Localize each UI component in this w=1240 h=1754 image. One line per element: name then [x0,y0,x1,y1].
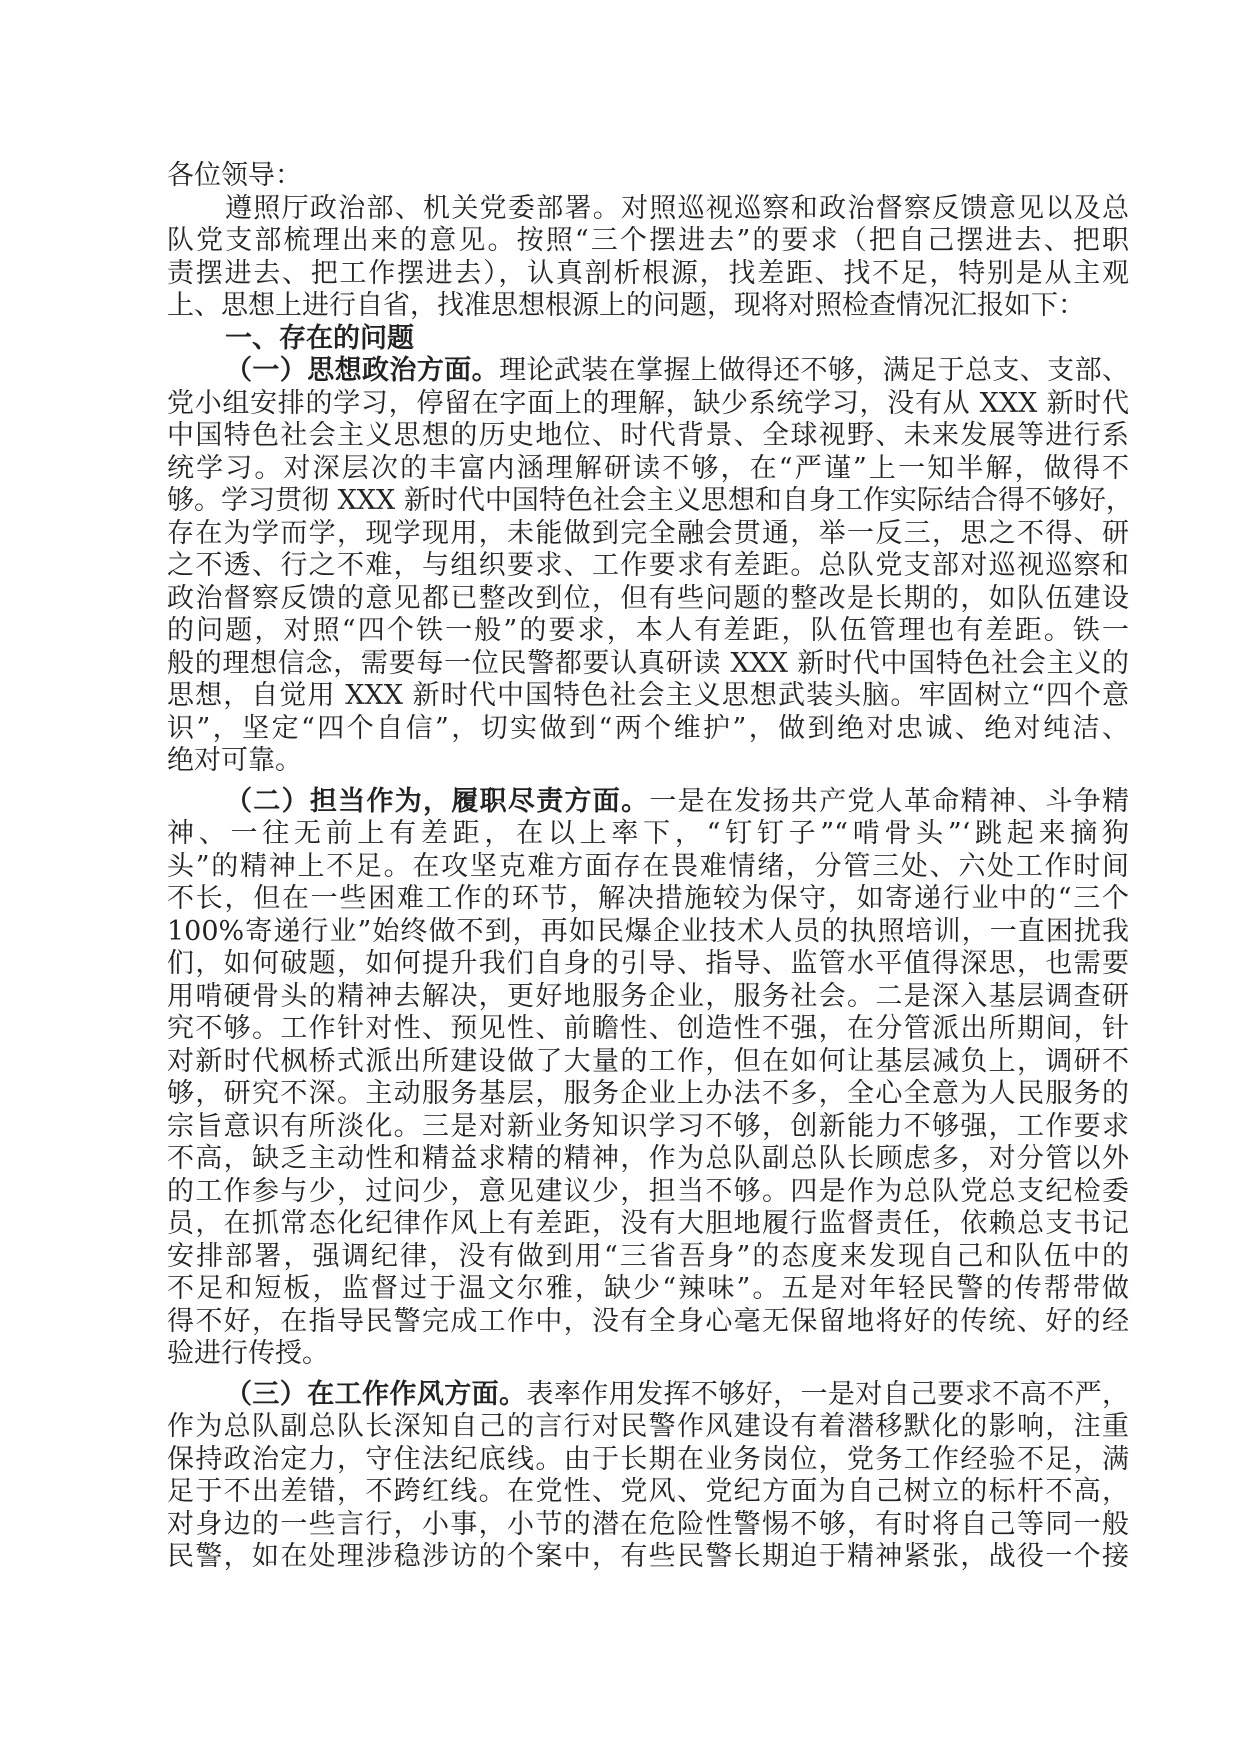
line-text: 民警，如在处理涉稳涉访的个案中，有些民警长期迫于精神紧张，战役一个接 [167,1541,1129,1572]
paragraph-lead: （二）担当作为，履职尽责方面。 [225,785,650,817]
paragraph [167,193,1129,323]
text-line [167,1143,1129,1176]
text-line [167,851,1129,884]
text-line [167,258,1129,291]
line-text: 员，在抓常态化纪律作风上有差距，没有大胆地履行监督责任，依赖总支书记 [167,1208,1129,1239]
line-text: 识”，坚定“四个自信”，切实做到“两个维护”，做到绝对忠诚、绝对纯洁、 [167,712,1129,744]
line-text: 责摆进去、把工作摆进去），认真剖析根源，找差距、找不足，特别是从主观 [167,257,1129,289]
line-text: 政治督察反馈的意见都已整改到位，但有些问题的整改是长期的，如队伍建设 [167,582,1129,614]
text-line [167,1078,1129,1111]
line-text: 用啃硬骨头的精神去解决，更好地服务企业，服务社会。二是深入基层调查研 [167,980,1129,1012]
text-line [167,1176,1129,1209]
line-text: 不足和短板，监督过于温文尔雅，缺少“辣味”。五是对年轻民警的传帮带做 [167,1273,1129,1304]
text-line [167,193,1129,226]
line-text: 不高，缺乏主动性和精益求精的精神，作为总队副总队长顾虑多，对分管以外 [167,1143,1129,1174]
text-line [167,648,1129,681]
line-text: 究不够。工作针对性、预见性、前瞻性、创造性不强，在分管派出所期间，针 [167,1013,1129,1044]
text-line [167,786,1129,819]
text-line [167,453,1129,486]
text-line [167,420,1129,453]
line-text: 够，研究不深。主动服务基层，服务企业上办法不多，全心全意为人民服务的 [167,1078,1129,1109]
paragraph [167,355,1133,778]
text-line [167,225,1129,258]
text-line [167,713,1129,746]
text-line [167,518,1129,551]
text-line [167,981,1129,1014]
text-line [167,916,1129,949]
text-line [167,1444,1129,1477]
document-page [167,160,1133,1574]
paragraph-lead: （三）在工作作风方面。 [225,1378,527,1410]
text-line [167,388,1129,421]
line-text: 队党支部梳理出来的意见。按照“三个摆进去”的要求（把自己摆进去、把职 [167,225,1129,256]
salutation: 各位领导： [167,160,302,191]
line-text: 宗旨意识有所淡化。三是对新业务知识学习不够，创新能力不够强，工作要求 [167,1110,1129,1142]
line-text: 神、一往无前上有差距，在以上率下，“钉钉子”“啃骨头”‘跳起来摘狗 [167,818,1129,849]
text-line [167,1013,1129,1046]
text-line [167,290,1129,323]
text-line [167,1509,1129,1542]
section-heading [167,323,1129,356]
text-line [167,818,1129,851]
text-line [167,615,1129,648]
text-line [167,745,1129,778]
text-line [167,1541,1129,1574]
paragraph [167,1379,1129,1574]
text-line [167,883,1129,916]
line-text: 绝对可靠。 [167,745,302,776]
line-text: 之不透、行之不难，与组织要求、工作要求有差距。总队党支部对巡视巡察和 [167,550,1129,581]
paragraph [167,786,1129,1371]
line-text: 够。学习贯彻 XXX 新时代中国特色社会主义思想和自身工作实际结合得不够好， [167,485,1133,516]
line-text: 上、思想上进行自省，找准思想根源上的问题，现将对照检查情况汇报如下： [167,290,1085,321]
line-text: 理论武装在掌握上做得还不够，满足于总支、支部、 [499,355,1129,386]
text-line [167,1273,1129,1306]
line-text: 党小组安排的学习，停留在字面上的理解，缺少系统学习，没有从 XXX 新时代 [167,387,1129,419]
text-line [167,485,1133,518]
line-text: 的问题，对照“四个铁一般”的要求，本人有差距，队伍管理也有差距。铁一 [167,615,1129,646]
text-line [167,1338,1129,1371]
paragraph-lead: （一）思想政治方面。 [225,355,500,386]
line-text: 表率作用发挥不够好，一是对自己要求不高不严， [526,1378,1129,1410]
line-text: 般的理想信念，需要每一位民警都要认真研读 XXX 新时代中国特色社会主义的 [167,647,1129,679]
text-line [167,550,1129,583]
line-text: 中国特色社会主义思想的历史地位、时代背景、全球视野、未来发展等进行系 [167,420,1129,451]
line-text: 得不好，在指导民警完成工作中，没有全身心毫无保留地将好的传统、好的经 [167,1305,1129,1337]
line-text: 足于不出差错，不跨红线。在党性、党风、党纪方面为自己树立的标杆不高， [167,1476,1129,1507]
line-text: 统学习。对深层次的丰富内涵理解研读不够，在“严谨”上一知半解，做得不 [167,452,1129,484]
line-text: 验进行传授。 [167,1338,329,1369]
text-line [167,323,1129,356]
line-text: 们，如何破题，如何提升我们自身的引导、指导、监管水平值得深思，也需要 [167,948,1129,979]
line-text: 头”的精神上不足。在攻坚克难方面存在畏难情绪，分管三处、六处工作时间 [167,850,1129,882]
line-text: 对新时代枫桥式派出所建设做了大量的工作，但在如何让基层减负上，调研不 [167,1045,1129,1077]
text-line [167,1379,1129,1412]
text-line [167,1241,1129,1274]
text-line [167,680,1129,713]
line-text: 不长，但在一些困难工作的环节，解决措施较为保守，如寄递行业中的“三个 [167,883,1129,914]
text-line [167,1111,1129,1144]
text-line [167,1046,1129,1079]
line-text: 对身边的一些言行，小事，小节的潜在危险性警惕不够，有时将自己等同一般 [167,1508,1129,1540]
line-text: 一、存在的问题 [225,322,414,354]
line-text: 一是在发扬共产党人革命精神、斗争精 [649,785,1130,817]
document-body [167,192,1133,1574]
text-line [167,355,1129,388]
text-line [167,1306,1129,1339]
text-line [167,1208,1129,1241]
text-line [167,948,1129,981]
text-line [167,583,1129,616]
line-text: 存在为学而学，现学现用，未能做到完全融会贯通，举一反三，思之不得、研 [167,517,1129,549]
line-text: 100%寄递行业”始终做不到，再如民爆企业技术人员的执照培训，一直困扰我 [167,915,1129,947]
line-text: 作为总队副总队长深知自己的言行对民警作风建设有着潜移默化的影响，注重 [167,1411,1129,1442]
line-text: 保持政治定力，守住法纪底线。由于长期在业务岗位，党务工作经验不足，满 [167,1443,1129,1475]
line-text: 的工作参与少，过问少，意见建议少，担当不够。四是作为总队党总支纪检委 [167,1175,1129,1207]
line-text: 遵照厅政治部、机关党委部署。对照巡视巡察和政治督察反馈意见以及总 [225,192,1129,224]
text-line [167,1411,1129,1444]
line-text: 安排部署，强调纪律，没有做到用“三省吾身”的态度来发现自己和队伍中的 [167,1240,1129,1272]
text-line [167,1476,1129,1509]
line-text: 思想，自觉用 XXX 新时代中国特色社会主义思想武装头脑。牢固树立“四个意 [167,680,1129,711]
